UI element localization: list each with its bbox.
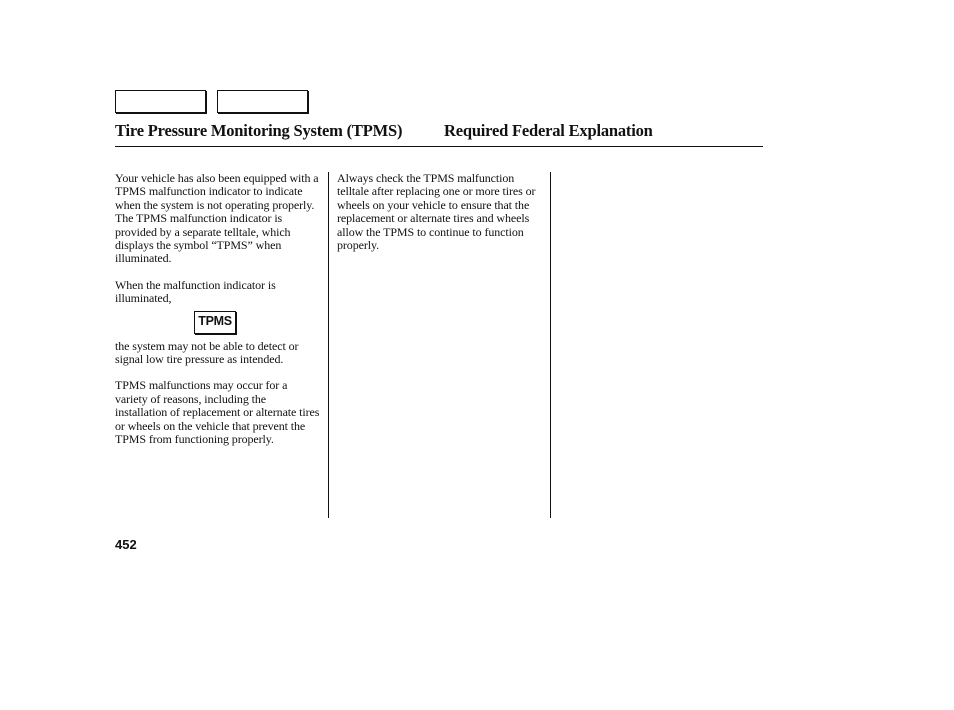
text-column-middle [337,172,543,252]
paragraph-malfunctions: TPMS malfunctions may occur for a variety of reasons, including the installation of replacement or alternate tires or wheels on the vehicle that prevent the TPMS from functioning properly. [115,378,320,447]
paragraph-may-not-detect: the system may not be able to detect or signal low tire pressure as intended. [115,338,299,367]
paragraph-always-check: Always check the TPMS malfunction telltale after replacing one or more tires or wheels on your vehicle to ensure that the replacement or alternate tires and wheels allow the TPMS to continue to function properly. [337,171,536,253]
page-number: 452 [115,537,137,552]
paragraph-illuminated: When the malfunction indicator is illuminated, [115,277,276,306]
tpms-indicator-icon: TPMS [194,311,236,334]
section-title: Tire Pressure Monitoring System (TPMS) [115,121,403,140]
paragraph-equipped: Your vehicle has also been equipped with a TPMS malfunction indicator to indicate when the system is not operating properly. The TPMS malfunction indicator is provided by a separate telltale, which displays the symbol “TPMS” when illuminated. [115,171,319,266]
column-divider-2 [550,172,551,518]
page-header [115,120,763,147]
chapter-title: Required Federal Explanation [444,121,653,140]
nav-tab-1[interactable] [115,90,206,113]
nav-tab-2[interactable] [217,90,308,113]
text-column-left [115,172,321,447]
column-divider-1 [328,172,329,518]
tpms-symbol-row [115,306,321,340]
